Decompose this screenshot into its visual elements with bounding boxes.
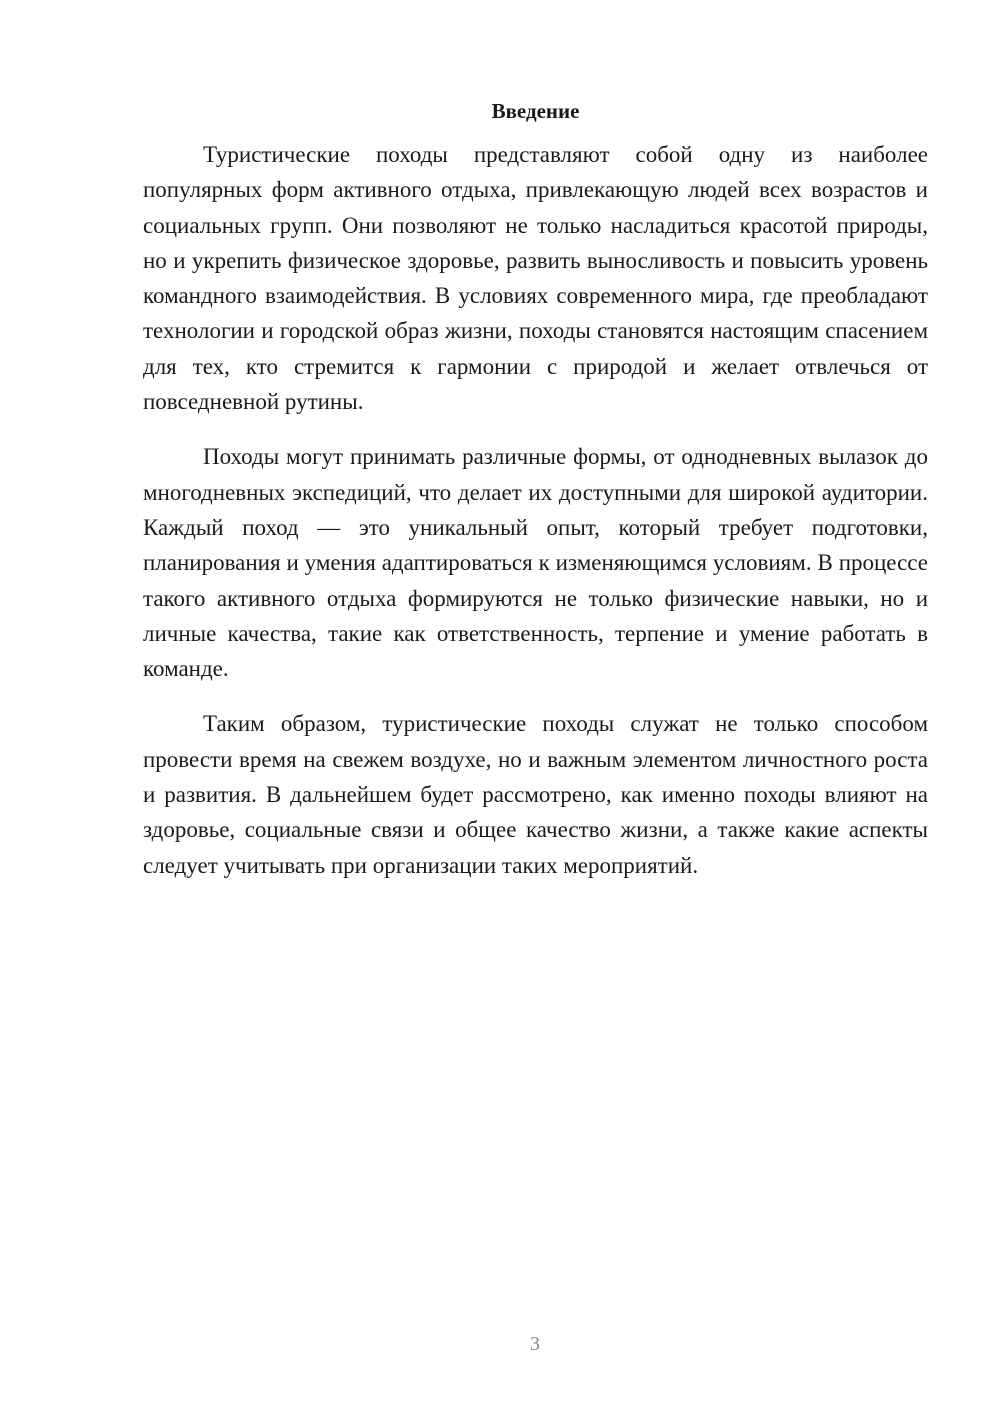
paragraph-3: Таким образом, туристические походы служат не только способом провести время на свежем воздухе, но и важным элементом личностного роста и развития. В дальнейшем будет рассмотрено, как именно походы влияют на здоровье, социальные связи и общее качество жизни, а также какие аспекты следует учитывать при организации таких мероприятий.	[143, 711, 928, 878]
page-number: 3	[530, 1333, 540, 1355]
paragraph-2: Походы могут принимать различные формы, от однодневных вылазок до многодневных экспедиций, что делает их доступными для широкой аудитории. Каждый поход — это уникальный опыт, который требует подготовки, планирования и умения адаптироваться к изменяющимся условиям. В процессе такого активного отдыха формируются не только физические навыки, но и личные качества, такие как ответственность, терпение и умение работать в команде.	[143, 444, 928, 682]
paragraph-1: Туристические походы представляют собой одну из наиболее популярных форм активного отдыха, привлекающую людей всех возрастов и социальных групп. Они позволяют не только насладиться красотой природы, но и укрепить физическое здоровье, развить выносливость и повысить уровень командного взаимодействия. В условиях современного мира, где преобладают технологии и городской образ жизни, походы становятся настоящим спасением для тех, кто стремится к гармонии с природой и желает отвлечься от повседневной рутины.	[143, 142, 928, 415]
document-body	[143, 95, 928, 903]
section-heading: Введение	[491, 99, 580, 123]
